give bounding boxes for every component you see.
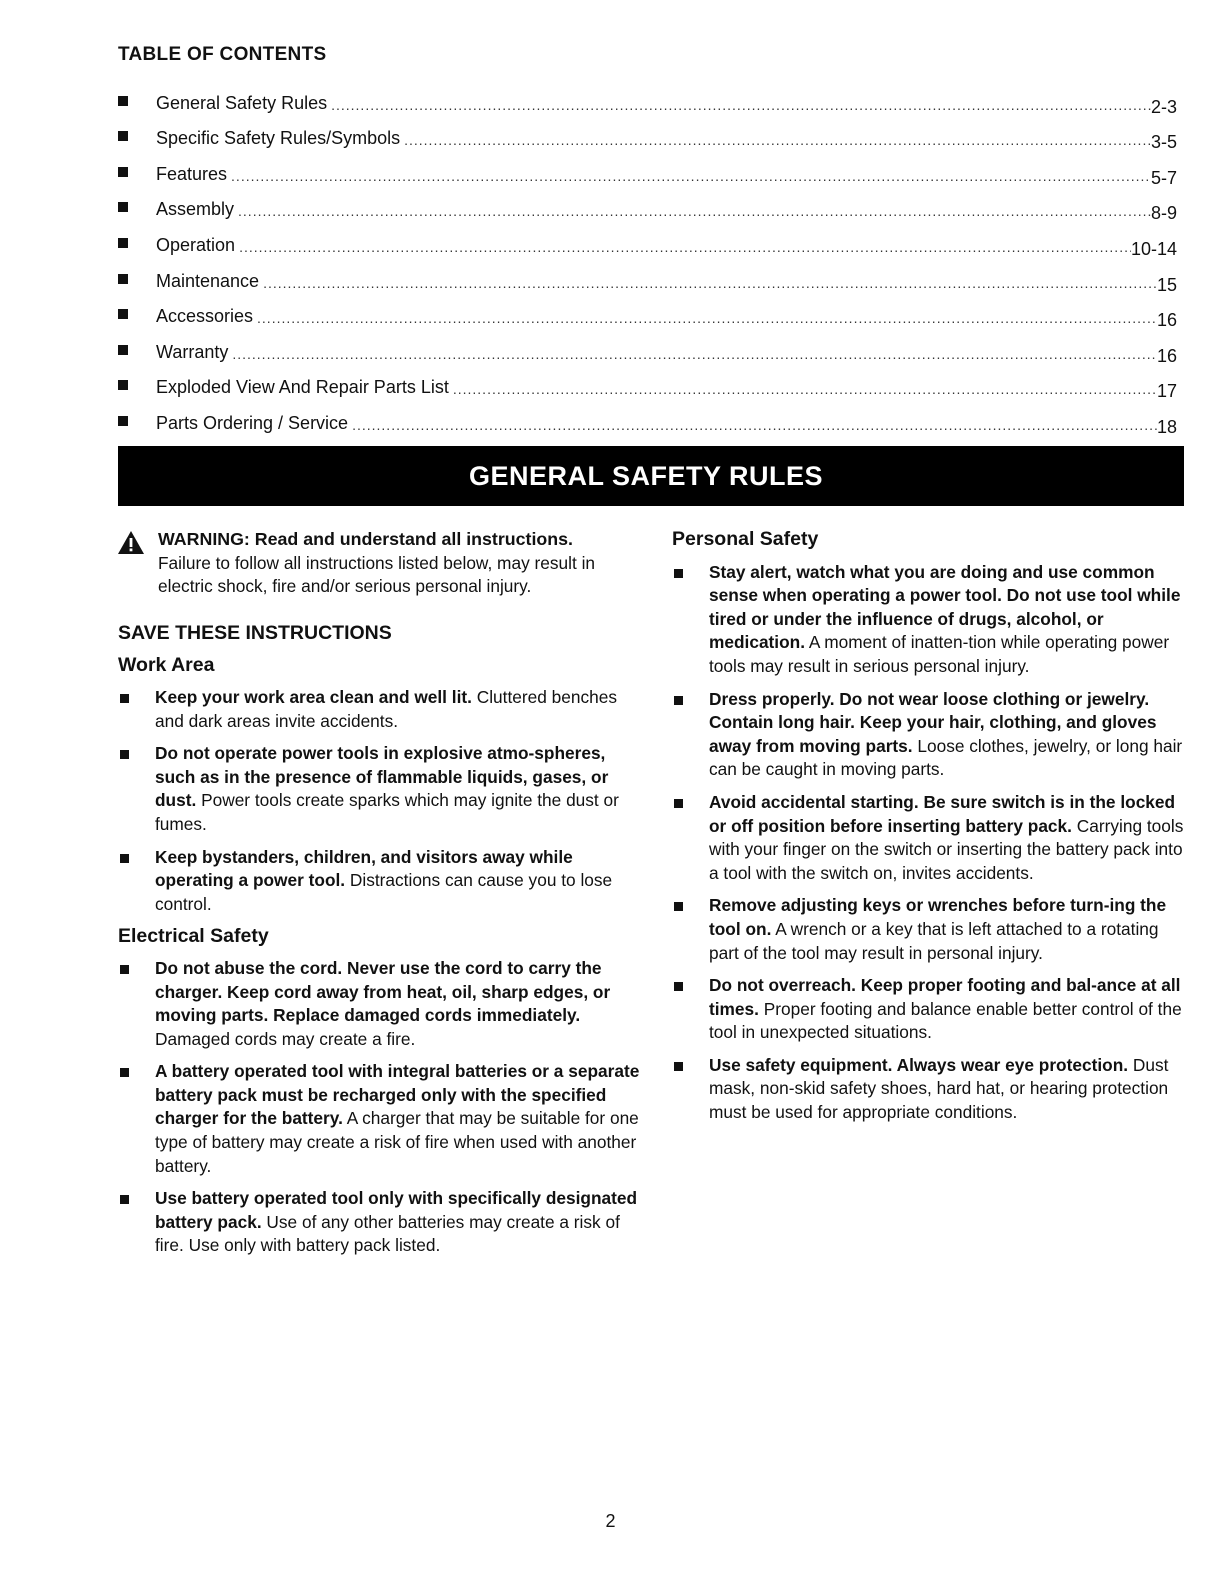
banner-title: GENERAL SAFETY RULES	[468, 460, 824, 491]
dot-leader	[348, 418, 1157, 436]
rule-item	[672, 974, 1192, 1045]
toc-item-page: 16	[1156, 345, 1177, 366]
toc-title: TABLE OF CONTENTS	[118, 44, 327, 65]
rule-text: Power tools create sparks which may ignite the dust or fumes.	[155, 790, 619, 834]
toc-list	[118, 80, 1177, 436]
bullet-icon	[118, 96, 128, 106]
toc-item[interactable]	[118, 116, 1177, 152]
bullet-icon	[674, 569, 683, 578]
rule-text: Damaged cords may create a fire.	[155, 1028, 416, 1049]
rule-item	[118, 846, 643, 917]
bullet-icon	[118, 238, 128, 248]
electrical-safety-heading: Electrical Safety	[118, 925, 269, 948]
dot-leader	[449, 382, 1157, 400]
bullet-icon	[118, 202, 128, 212]
rule-item	[672, 1054, 1192, 1125]
rule-text: Distractions can cause you to lose control.	[155, 870, 613, 914]
bullet-icon	[674, 1062, 683, 1071]
warning-block	[118, 528, 643, 599]
rule-bold-text: Stay alert, watch what you are doing and use common sense when operating a power tool. Do not use tool while tired or under the influence of drugs, alcohol, or medication.	[709, 561, 1181, 653]
toc-item-page: 16	[1156, 310, 1177, 331]
bullet-icon	[674, 696, 683, 705]
dot-leader	[235, 240, 1131, 258]
toc-item[interactable]	[118, 258, 1177, 294]
bullet-icon	[118, 274, 128, 284]
toc-item-label: Parts Ordering / Service	[156, 412, 349, 433]
dot-leader	[327, 98, 1151, 116]
rule-text: Proper footing and balance enable better control of the tool in unexpected situations.	[709, 998, 1182, 1043]
bullet-icon	[118, 380, 128, 390]
toc-item[interactable]	[118, 80, 1177, 116]
bullet-icon	[118, 345, 128, 355]
toc-item-page: 10-14	[1130, 238, 1177, 259]
page-number: 2	[605, 1511, 616, 1531]
rule-item	[118, 1060, 643, 1178]
rule-item	[118, 742, 643, 836]
toc-item-page: 8-9	[1150, 203, 1177, 224]
bullet-icon	[118, 416, 128, 426]
toc-item[interactable]	[118, 400, 1177, 436]
toc-item-label: Maintenance	[156, 270, 260, 291]
dot-leader	[259, 276, 1157, 294]
toc-item-page: 17	[1156, 381, 1177, 402]
toc-item-label: Specific Safety Rules/Symbols	[156, 128, 401, 149]
rule-item	[672, 791, 1192, 885]
toc-item-page: 2-3	[1150, 96, 1177, 117]
dot-leader	[253, 311, 1157, 329]
rule-bold-text: Remove adjusting keys or wrenches before turn-ing the tool on.	[709, 895, 1167, 939]
rule-item	[118, 957, 643, 1051]
rule-bold-text: Use safety equipment. Always wear eye protection.	[709, 1054, 1129, 1075]
rule-text: Dust mask, non-skid safety shoes, hard hat, or hearing protection must be used for appropriate conditions.	[709, 1054, 1169, 1123]
toc-item-page: 3-5	[1150, 132, 1177, 153]
rule-text: Loose clothes, jewelry, or long hair can be caught in moving parts.	[709, 735, 1183, 780]
rule-item	[672, 894, 1192, 965]
rule-item	[672, 561, 1192, 679]
rule-item	[672, 688, 1192, 782]
personal-safety-heading: Personal Safety	[672, 528, 819, 550]
rule-text: A wrench or a key that is left attached to a rotating part of the tool may result in personal injury.	[709, 918, 1159, 963]
toc-item-label: Warranty	[156, 341, 229, 362]
bullet-icon	[118, 309, 128, 319]
warning-heading: WARNING: Read and understand all instructions.	[158, 529, 573, 549]
bullet-icon	[120, 694, 129, 703]
rule-bold-text: Do not overreach. Keep proper footing and bal-ance at all times.	[709, 975, 1181, 1019]
warning-triangle-icon	[118, 531, 144, 554]
rule-bold-text: Dress properly. Do not wear loose clothing or jewelry. Contain long hair. Keep your hair, clothing, and gloves away from moving parts.	[709, 688, 1157, 756]
bullet-icon	[120, 854, 129, 863]
rule-bold-text: Keep your work area clean and well lit.	[155, 686, 472, 707]
dot-leader	[400, 133, 1151, 151]
toc-item-label: General Safety Rules	[156, 92, 328, 113]
rule-bold-text: A battery operated tool with integral batteries or a separate battery pack must be recharged only with the specified charger for the battery.	[155, 1061, 640, 1129]
dot-leader	[228, 347, 1157, 365]
toc-item[interactable]	[118, 365, 1177, 401]
bullet-icon	[120, 750, 129, 759]
toc-item-page: 5-7	[1150, 167, 1177, 188]
left-column	[118, 528, 643, 1267]
toc-item[interactable]	[118, 187, 1177, 223]
rule-item	[118, 686, 643, 733]
bullet-icon	[118, 131, 128, 141]
rule-bold-text: Use battery operated tool only with specifically designated battery pack.	[155, 1188, 638, 1232]
toc-item-label: Assembly	[156, 199, 235, 220]
toc-item[interactable]	[118, 222, 1177, 258]
section-banner	[118, 446, 1184, 506]
bullet-icon	[120, 1195, 129, 1204]
bullet-icon	[674, 982, 683, 991]
rule-bold-text: Do not operate power tools in explosive atmo-spheres, such as in the presence of flammable liquids, gases, or dust.	[155, 743, 609, 811]
toc-item-label: Features	[156, 163, 228, 184]
toc-item-page: 15	[1156, 274, 1177, 295]
bullet-icon	[674, 902, 683, 911]
rule-text: A moment of inatten-tion while operating power tools may result in serious personal injury.	[709, 632, 1170, 676]
rule-bold-text: Do not abuse the cord. Never use the cord to carry the charger. Keep cord away from heat, oil, sharp edges, or moving parts. Replace damaged cords immediately.	[155, 957, 611, 1026]
toc-item-label: Operation	[156, 234, 236, 255]
bullet-icon	[118, 167, 128, 177]
toc-item[interactable]	[118, 294, 1177, 330]
rule-bold-text: Avoid accidental starting. Be sure switch is in the locked or off position before inserting battery pack.	[709, 791, 1176, 836]
toc-item-page: 18	[1156, 416, 1177, 437]
rule-text: Carrying tools with your finger on the switch or inserting the battery pack into a tool with the switch on, invites accidents.	[709, 815, 1184, 883]
rule-text: A charger that may be suitable for one type of battery may create a risk of fire when used with another battery.	[155, 1108, 639, 1176]
toc-item-label: Exploded View And Repair Parts List	[156, 377, 449, 398]
bullet-icon	[674, 799, 683, 808]
rule-text: Cluttered benches and dark areas invite accidents.	[155, 686, 617, 731]
dot-leader	[227, 169, 1151, 187]
toc-item-label: Accessories	[156, 306, 254, 327]
bullet-icon	[120, 1068, 129, 1077]
save-instructions-heading: SAVE THESE INSTRUCTIONS	[118, 621, 392, 644]
rule-item	[118, 1187, 643, 1258]
right-column	[672, 528, 1192, 1134]
dot-leader	[234, 204, 1151, 222]
toc-item[interactable]	[118, 151, 1177, 187]
rule-bold-text: Keep bystanders, children, and visitors away while operating a power tool.	[155, 846, 573, 891]
toc-item[interactable]	[118, 329, 1177, 365]
bullet-icon	[120, 965, 129, 974]
rule-text: Use of any other batteries may create a risk of fire. Use only with battery pack listed.	[155, 1211, 620, 1256]
work-area-heading: Work Area	[118, 654, 215, 677]
warning-body: Failure to follow all instructions listed below, may result in electric shock, fire and/or serious personal injury.	[158, 552, 596, 597]
